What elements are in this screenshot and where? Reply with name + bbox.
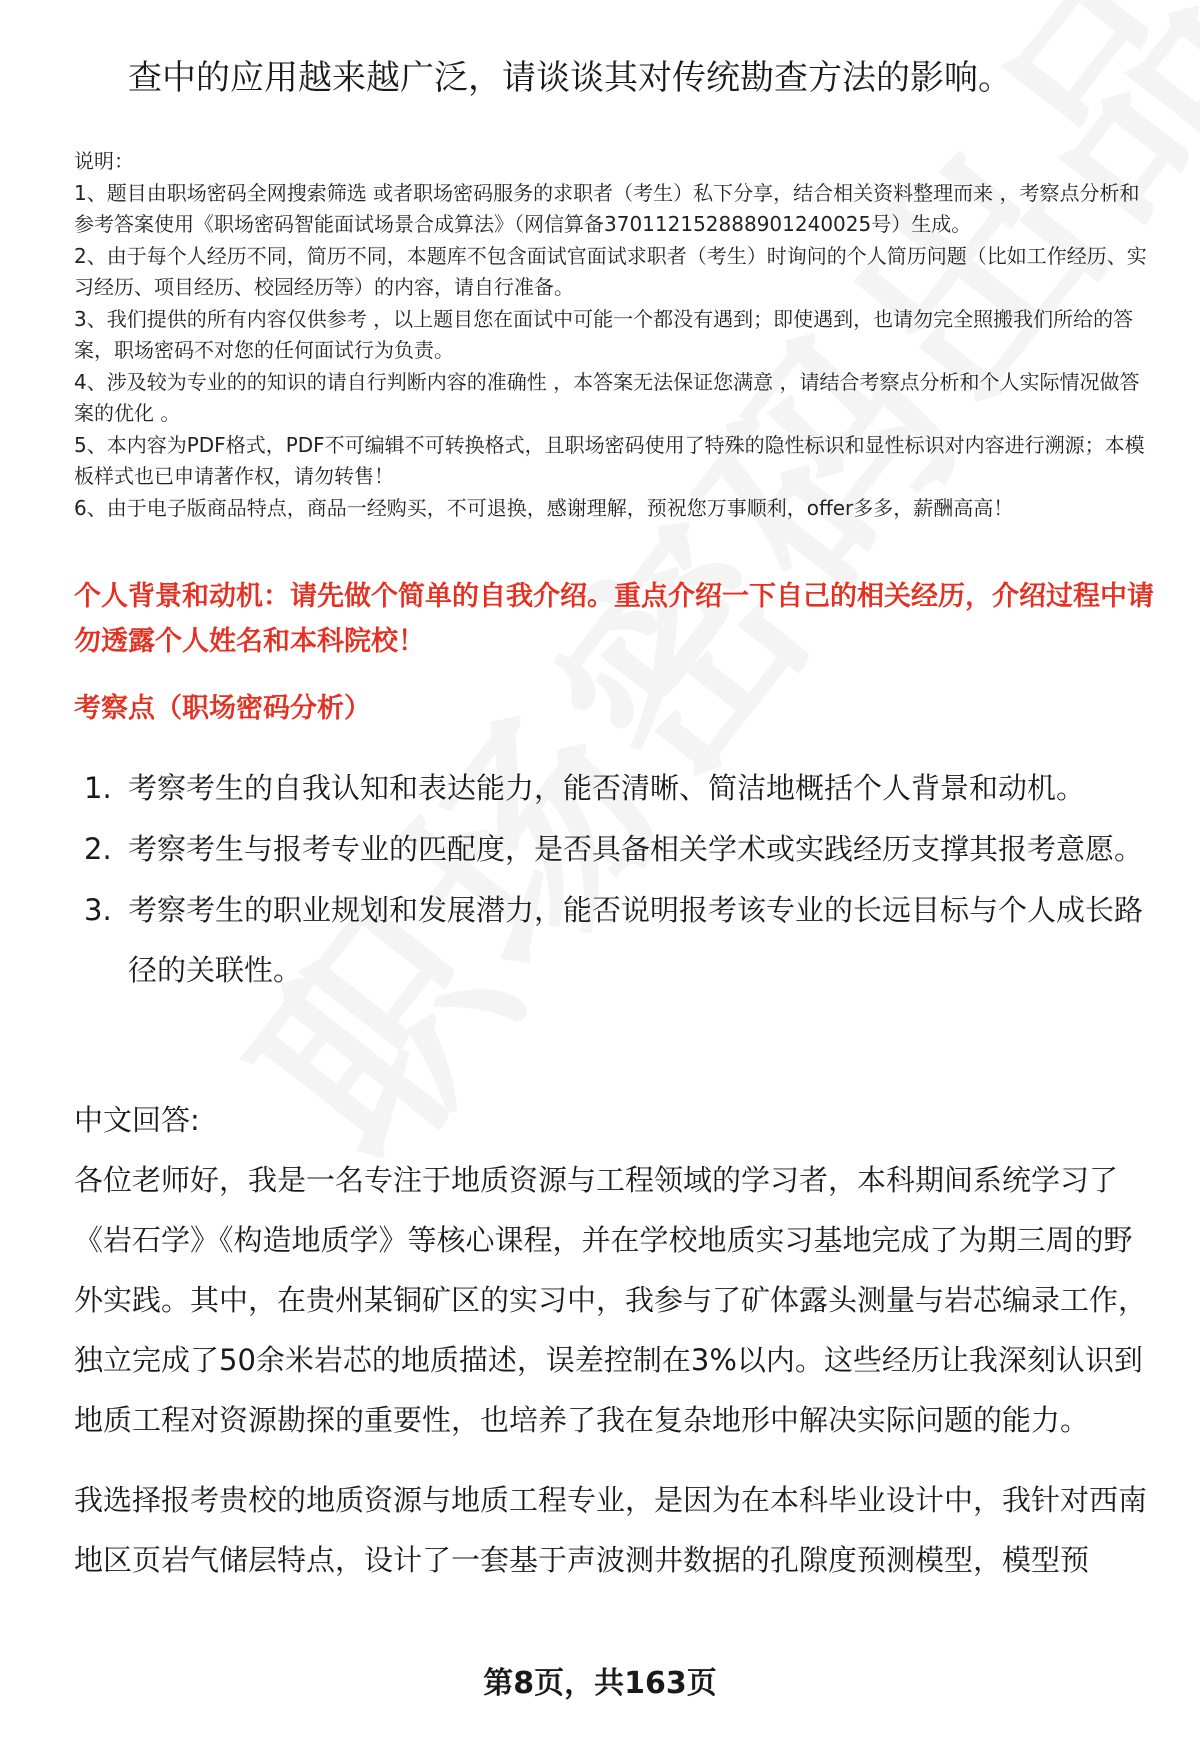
list-number: 1.	[84, 771, 112, 805]
answer-section	[74, 1090, 1154, 1590]
page-number: 第8页，共163页	[483, 1666, 717, 1701]
question-heading: 个人背景和动机：请先做个简单的自我介绍。重点介绍一下自己的相关经历，介绍过程中请勿透露个人姓名和本科院校！	[74, 581, 1154, 657]
list-item	[74, 880, 1154, 1000]
notes-section	[74, 146, 1154, 524]
answer-paragraph: 我选择报考贵校的地质资源与地质工程专业，是因为在本科毕业设计中，我针对西南地区页岩气储层特点，设计了一套基于声波测井数据的孔隙度预测模型，模型预	[74, 1483, 1148, 1577]
note-item: 6、由于电子版商品特点，商品一经购买，不可退换，感谢理解，预祝您万事顺利，offer多多，薪酬高高！	[74, 495, 1014, 520]
note-item: 1、题目由职场密码全网搜索筛选 或者职场密码服务的求职者（考生）私下分享，结合相关资料整理而来 ，考察点分析和参考答案使用《职场密码智能面试场景合成算法》（网信算备370112152888901240025号）生成。	[74, 180, 1140, 236]
note-item: 5、本内容为PDF格式，PDF不可编辑不可转换格式，且职场密码使用了特殊的隐性标识和显性标识对内容进行溯源；本模板样式也已申请著作权，请勿转售！	[74, 432, 1145, 488]
note-item: 4、涉及较为专业的的知识的请自行判断内容的准确性 ，本答案无法保证您满意 ，请结合考察点分析和个人实际情况做答案的优化 。	[74, 369, 1140, 425]
list-item	[74, 758, 1154, 818]
answer-label: 中文回答:	[74, 1103, 200, 1137]
answer-paragraph: 各位老师好，我是一名专注于地质资源与工程领域的学习者，本科期间系统学习了《岩石学》《构造地质学》等核心课程，并在学校地质实习基地完成了为期三周的野外实践。其中，在贵州某铜矿区的实习中，我参与了矿体露头测量与岩芯编录工作，独立完成了50余米岩芯的地质描述，误差控制在3%以内。这些经历让我深刻认识到地质工程对资源勘探的重要性，也培养了我在复杂地形中解决实际问题的能力。	[74, 1163, 1148, 1437]
list-text: 考察考生的自我认知和表达能力，能否清晰、简洁地概括个人背景和动机。	[128, 771, 1086, 805]
note-item: 3、我们提供的所有内容仅供参考 ，以上题目您在面试中可能一个都没有遇到；即使遇到，也请勿完全照搬我们所给的答案，职场密码不对您的任何面试行为负责。	[74, 306, 1134, 362]
question-continuation: 查中的应用越来越广泛，请谈谈其对传统勘查方法的影响。	[128, 58, 1012, 98]
list-number: 3.	[84, 893, 112, 927]
list-text: 考察考生的职业规划和发展潜力，能否说明报考该专业的长远目标与个人成长路径的关联性。	[128, 893, 1144, 987]
list-item	[74, 819, 1154, 879]
analysis-list	[74, 758, 1154, 1001]
note-item: 2、由于每个人经历不同，简历不同，本题库不包含面试官面试求职者（考生）时询问的个人简历问题（比如工作经历、实习经历、项目经历、校园经历等）的内容，请自行准备。	[74, 243, 1147, 299]
list-text: 考察考生与报考专业的匹配度，是否具备相关学术或实践经历支撑其报考意愿。	[128, 832, 1144, 866]
analysis-heading: 考察点（职场密码分析）	[74, 693, 371, 724]
notes-title: 说明：	[74, 149, 134, 173]
list-number: 2.	[84, 832, 112, 866]
